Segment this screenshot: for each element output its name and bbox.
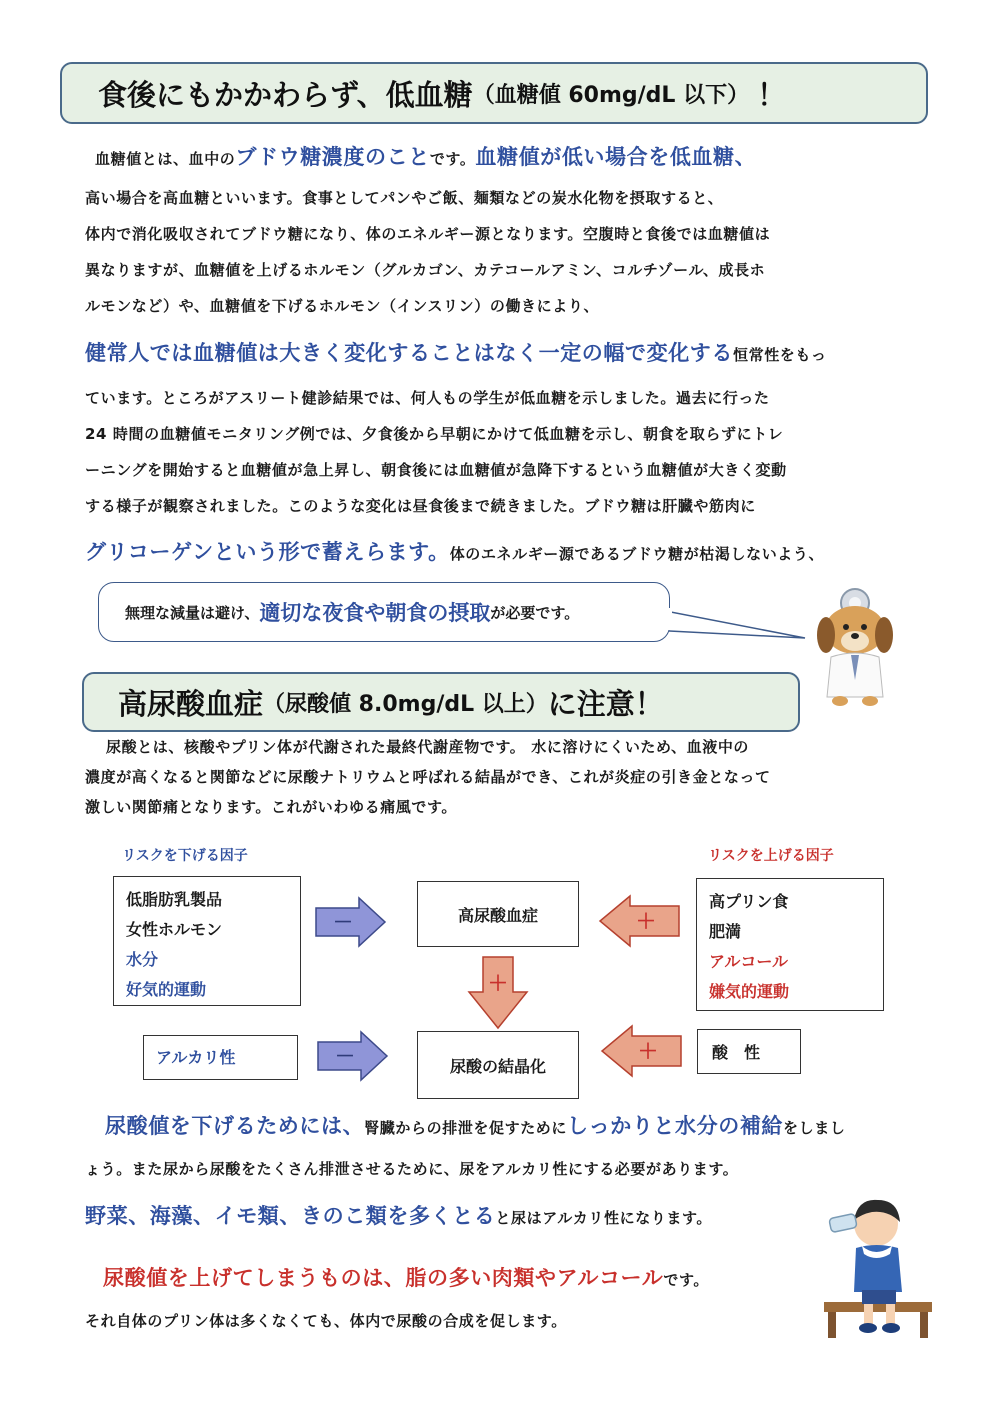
s2-line-2 (85, 766, 771, 787)
s1-line-6 (85, 337, 827, 367)
raise-risk-label: リスクを上げる因子 (708, 848, 834, 864)
s1-line-10 (85, 495, 756, 516)
factor-obesity: 肥満 (709, 922, 742, 941)
plus-sign: ＋ (636, 909, 656, 933)
s1-line-5 (85, 295, 599, 316)
text: 恒常性をもっ (733, 346, 827, 364)
text: 血糖値とは、血中の (95, 150, 236, 168)
text: 体のエネルギー源であるブドウ糖が枯渇しないよう、 (449, 545, 825, 563)
s1-line-2 (85, 187, 723, 208)
text: ています。ところがアスリート健診結果では、何人もの学生が低血糖を示しました。過去に行った (85, 389, 770, 407)
factor-aerobic-exercise: 好気的運動 (126, 980, 207, 999)
text: 激しい関節痛となります。これがいわゆる痛風です。 (85, 798, 458, 816)
minus-sign: － (335, 1044, 355, 1068)
text: ょう。また尿から尿酸をたくさん排泄させるために、尿をアルカリ性にする必要があります。 (85, 1160, 739, 1178)
arrow-minus-top (315, 896, 387, 948)
text: 体内で消化吸収されてブドウ糖になり、体のエネルギー源となります。空腹時と食後では血糖値は (85, 225, 771, 243)
lower-factors-box (113, 876, 301, 1006)
highlight-raise-uric: 尿酸値を上げてしまうものは、脂の多い肉類やアルコール (103, 1266, 664, 1290)
text: です。 (663, 1271, 709, 1289)
minus-sign: － (333, 910, 353, 934)
section1-title-box (60, 62, 928, 124)
text: ーニングを開始すると血糖値が急上昇し、朝食後には血糖値が急降下するという血糖値が大きく変動 (85, 461, 787, 479)
text: と尿はアルカリ性になります。 (495, 1209, 713, 1227)
text: 高尿酸血症 (457, 905, 538, 925)
text: 尿酸の結晶化 (449, 1056, 546, 1076)
text: 濃度が高くなると関節などに尿酸ナトリウムと呼ばれる結晶ができ、これが炎症の引き金となって (85, 768, 771, 786)
section1-title-sub: （血糖値 60mg/dL 以下） (472, 82, 750, 108)
text: 酸 性 (712, 1043, 761, 1062)
text: する様子が観察されました。このような変化は昼食後まで続きました。ブドウ糖は肝臓や筋肉に (85, 497, 756, 515)
s3-line-2 (85, 1158, 738, 1179)
s1-line-9 (85, 459, 787, 480)
s1-line-7 (85, 387, 770, 408)
text: 24 時間の血糖値モニタリング例では、夕食後から早朝にかけて低血糖を示し、朝食を取らずにトレ (85, 425, 784, 443)
text: ルモンなど）や、血糖値を下げるホルモン（インスリン）の働きにより、 (85, 297, 600, 315)
factor-alcohol: アルコール (709, 952, 789, 971)
text: 高い場合を高血糖といいます。食事としてパンやご飯、麺類などの炭水化物を摂取すると、 (85, 189, 724, 207)
s3-line-5 (85, 1310, 567, 1331)
section2-title: 高尿酸血症 (118, 686, 264, 721)
text: 腎臓からの排泄を促すために (364, 1119, 568, 1137)
boy-drinking-illustration (818, 1192, 938, 1342)
alkaline-box (143, 1035, 298, 1080)
text: 無理な減量は避け、 (125, 603, 260, 622)
arrow-plus-bottom (600, 1024, 682, 1078)
advice-bubble (98, 582, 670, 642)
s3-line-4 (103, 1262, 709, 1292)
highlight-glycogen: グリコーゲンという形で蓄えらます。 (85, 540, 450, 564)
text: アルカリ性 (156, 1048, 236, 1067)
highlight-hypoglycemia: 血糖値が低い場合を低血糖、 (475, 145, 757, 169)
s3-line-3 (85, 1200, 712, 1230)
highlight-vegetables: 野菜、海藻、イモ類、きのこ類を多くとる (85, 1204, 496, 1228)
plus-sign: ＋ (638, 1039, 658, 1063)
plus-sign: ＋ (488, 971, 508, 995)
highlight-lower-uric: 尿酸値を下げるためには、 (105, 1114, 365, 1138)
s1-line-4 (85, 259, 765, 280)
acid-box (697, 1029, 801, 1074)
section1-title: 食後にもかかわらず、低血糖 (98, 77, 473, 112)
s1-line-11 (85, 536, 824, 566)
text: 尿酸とは、核酸やプリン体が代謝された最終代謝産物です。 水に溶けにくいため、血液中の (106, 738, 750, 756)
s1-line-3 (85, 223, 770, 244)
crystallization-box (417, 1031, 579, 1099)
s2-line-3 (85, 796, 457, 817)
s1-line-1 (95, 141, 756, 171)
factor-high-purine: 高プリン食 (709, 892, 789, 911)
highlight-homeostasis: 健常人では血糖値は大きく変化することはなく一定の幅で変化する (85, 341, 733, 365)
highlight-glucose: ブドウ糖濃度のこと (235, 145, 430, 169)
text: それ自体のプリン体は多くなくても、体内で尿酸の合成を促します。 (85, 1312, 567, 1330)
hyperuricemia-box (417, 881, 579, 947)
highlight-hydration: しっかりと水分の補給 (567, 1114, 784, 1138)
highlight-meal: 適切な夜食や朝食の摂取 (259, 601, 491, 625)
s3-line-1 (105, 1110, 845, 1140)
raise-factors-box (696, 878, 884, 1011)
text: です。 (429, 150, 476, 168)
arrow-plus-top (598, 894, 680, 948)
text: が必要です。 (490, 603, 580, 622)
section1-title-end: ！ (757, 77, 787, 112)
factor-female-hormone: 女性ホルモン (126, 920, 223, 939)
bubble-tail-cover (660, 608, 680, 630)
section2-title-end: に注意！ (547, 686, 664, 721)
lower-risk-label: リスクを下げる因子 (122, 848, 248, 864)
text: 異なりますが、血糖値を上げるホルモン（グルカゴン、カテコールアミン、コルチゾール、成長ホ (85, 261, 766, 279)
arrow-plus-down (467, 956, 529, 1030)
s2-line-1 (106, 736, 749, 757)
factor-anaerobic-exercise: 嫌気的運動 (709, 982, 790, 1001)
arrow-minus-bottom (317, 1030, 389, 1082)
s1-line-8 (85, 423, 783, 444)
factor-low-fat-dairy: 低脂肪乳製品 (126, 890, 223, 909)
section2-title-box (82, 672, 800, 732)
section2-title-sub: （尿酸値 8.0mg/dL 以上） (263, 691, 548, 717)
dog-doctor-illustration (808, 585, 903, 715)
factor-water: 水分 (126, 950, 159, 969)
text: をしまし (783, 1119, 846, 1137)
